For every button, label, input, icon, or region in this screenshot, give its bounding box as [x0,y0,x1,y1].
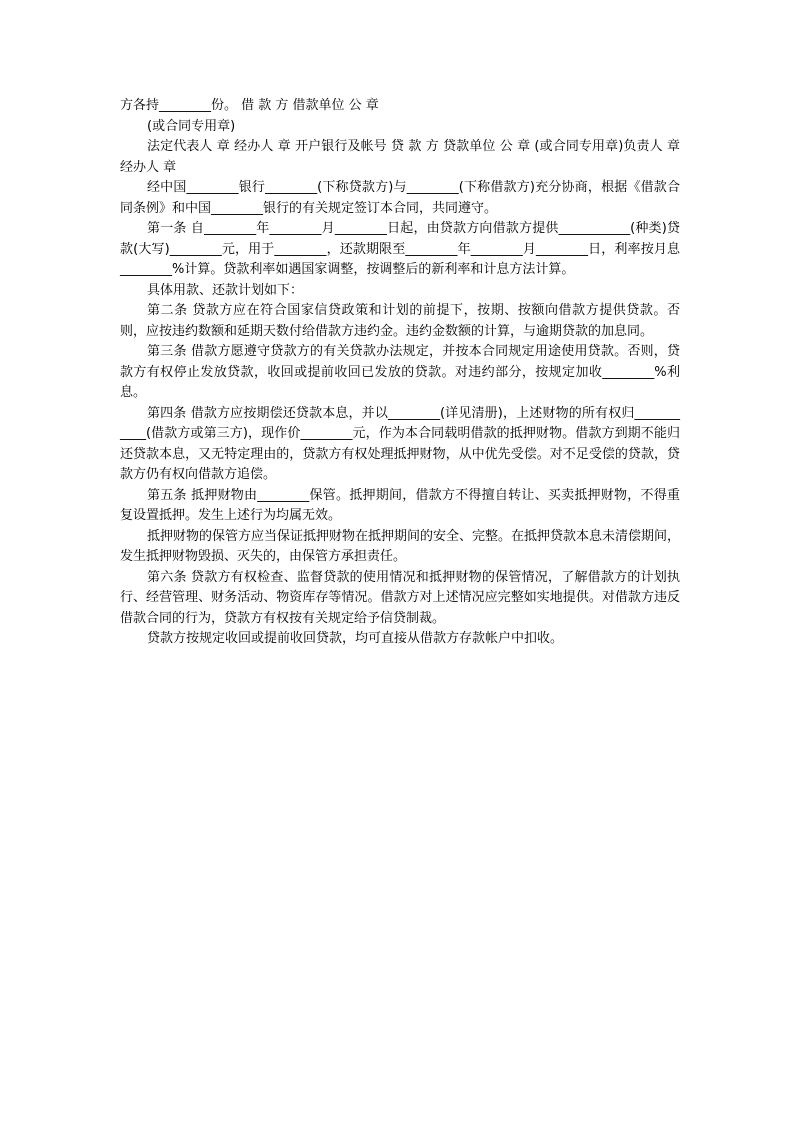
contract-page [120,96,680,650]
article-1: 第一条 自________年________月________日起，由贷款方向借款方提供___________(种类)贷款(大写)________元，用于________，还款期限至________年________月________日，利率按月息________%计算。贷款利率如遇国家调整，按调整后的新利率和计息方法计算。 [120,221,680,277]
paragraph-deduction: 贷款方按规定收回或提前收回贷款，均可直接从借款方存款帐户中扣收。 [147,631,564,646]
paragraph-copies-and-seal: 方各持________份。 借 款 方 借款单位 公 章 [120,98,379,113]
article-2: 第二条 贷款方应在符合国家信贷政策和计划的前提下，按期、按额向借款方提供贷款。否则，应按违约数额和延期天数付给借款方违约金。违约金数额的计算，与逾期贷款的加息同。 [120,303,680,339]
paragraph-signatories: 法定代表人 章 经办人 章 开户银行及帐号 贷 款 方 贷款单位 公 章 (或合同专用章)负责人 章 经办人 章 [120,139,680,175]
article-4: 第四条 借款方应按期偿还贷款本息，并以________(详见清册)，上述财物的所有权归___________(借款方或第三方)，现作价________元，作为本合同载明借款的抵押财物。借款方到期不能归还贷款本息，又无特定理由的，贷款方有权处理抵押财物，从中优先受偿。对不足受偿的贷款，贷款方仍有权向借款方追偿。 [120,405,680,482]
article-3: 第三条 借款方愿遵守贷款方的有关贷款办法规定，并按本合同规定用途使用贷款。否则，贷款方有权停止发放贷款，收回或提前收回已发放的贷款。对违约部分，按规定加收________%利息。 [120,344,680,400]
article-5: 第五条 抵押财物由________保管。抵押期间，借款方不得擅自转让、买卖抵押财物，不得重复设置抵押。发生上述行为均属无效。 [120,487,680,523]
paragraph-preamble: 经中国________银行________(下称贷款方)与________(下称借款方)充分协商，根据《借款合同条例》和中国________银行的有关规定签订本合同，共同遵守。 [120,180,680,216]
paragraph-custodian-duty: 抵押财物的保管方应当保证抵押财物在抵押期间的安全、完整。在抵押贷款本息未清偿期间，发生抵押财物毁损、灭失的，由保管方承担责任。 [120,528,681,564]
paragraph-contract-seal: (或合同专用章) [147,118,236,134]
paragraph-repayment-plan: 具体用款、还款计划如下： [147,282,304,298]
article-6: 第六条 贷款方有权检查、监督贷款的使用情况和抵押财物的保管情况，了解借款方的计划执行、经营管理、财务活动、物资库存等情况。借款方对上述情况应完整如实地提供。对借款方违反借款合同的行为，贷款方有权按有关规定给予信贷制裁。 [120,569,680,626]
